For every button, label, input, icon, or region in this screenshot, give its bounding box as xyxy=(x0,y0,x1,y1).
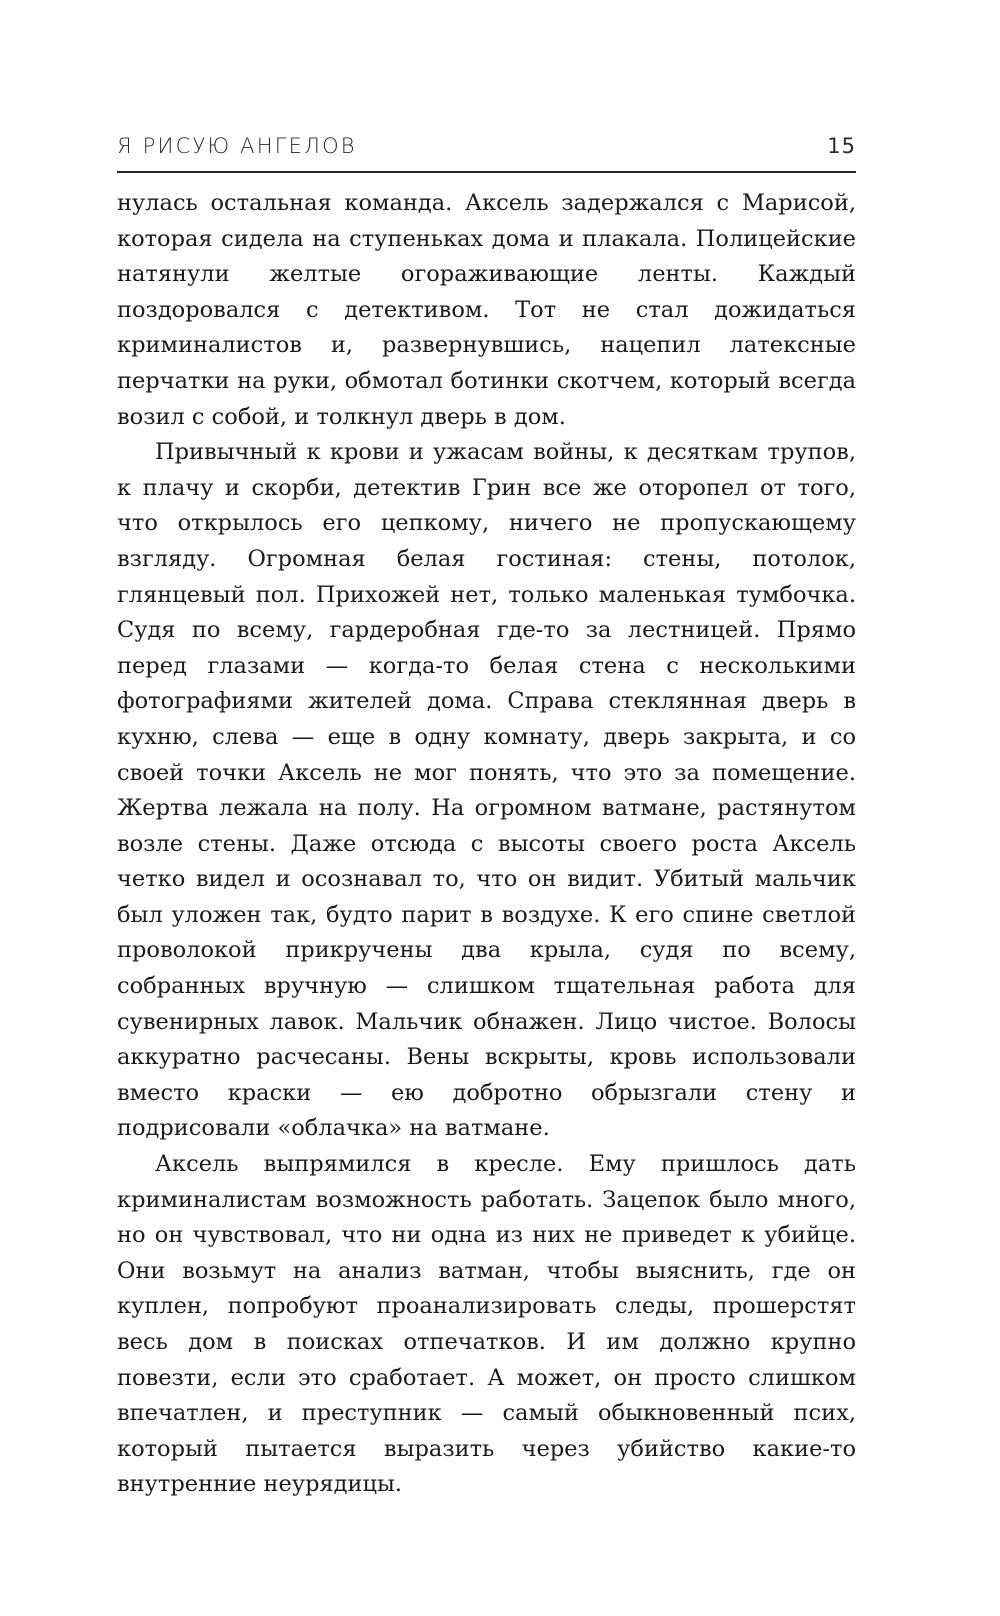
paragraph: нулась остальная команда. Аксель задержался с Марисой, которая сидела на ступеньках дома и плакала. Полицейские натянули желтые огораживающие ленты. Каждый поздоровался с детективом. Тот не стал дожидаться криминалистов и, развернувшись, нацепил латексные перчатки на руки, обмотал ботинки скотчем, который всегда возил с собой, и толкнул дверь в дом. xyxy=(117,190,856,430)
body-text xyxy=(117,186,856,1503)
book-page xyxy=(117,128,856,1498)
paragraph: Привычный к крови и ужасам войны, к десяткам трупов, к плачу и скорби, детектив Грин все же оторопел от того, что открылось его цепкому, ничего не пропускающему взгляду. Огромная белая гостиная: стены, потолок, глянцевый пол. Прихожей нет, только маленькая тумбочка. Судя по всему, гардеробная где-то за лестницей. Прямо перед глазами — когда-то белая стена с несколькими фотографиями жителей дома. Справа стеклянная дверь в кухню, слева — еще в одну комнату, дверь закрыта, и со своей точки Аксель не мог понять, что это за помещение. Жертва лежала на полу. На огромном ватмане, растянутом возле стены. Даже отсюда с высоты своего роста Аксель четко видел и осознавал то, что он видит. Убитый мальчик был уложен так, будто парит в воздухе. К его спине светлой проволокой прикручены два крыла, судя по всему, собранных вручную — слишком тщательная работа для сувенирных лавок. Мальчик обнажен. Лицо чистое. Волосы аккуратно расчесаны. Вены вскрыты, кровь использовали вместо краски — ею добротно обрызгали стену и подрисовали «облачка» на ватмане. xyxy=(117,439,856,1142)
page-header xyxy=(117,128,856,168)
page-number: 15 xyxy=(827,134,856,158)
paragraph: Аксель выпрямился в кресле. Ему пришлось дать криминалистам возможность работать. Зацепок было много, но он чувствовал, что ни одна из них не приведет к убийце. Они возьмут на анализ ватман, чтобы выяснить, где он куплен, попробуют проанализировать следы, прошерстят весь дом в поисках отпечатков. И им должно крупно повезти, если это сработает. А может, он просто слишком впечатлен, и преступник — самый обыкновенный псих, который пытается выразить через убийство какие-то внутренние неурядицы. xyxy=(117,1151,856,1498)
running-title: Я РИСУЮ АНГЕЛОВ xyxy=(117,134,357,158)
header-rule xyxy=(117,171,856,173)
